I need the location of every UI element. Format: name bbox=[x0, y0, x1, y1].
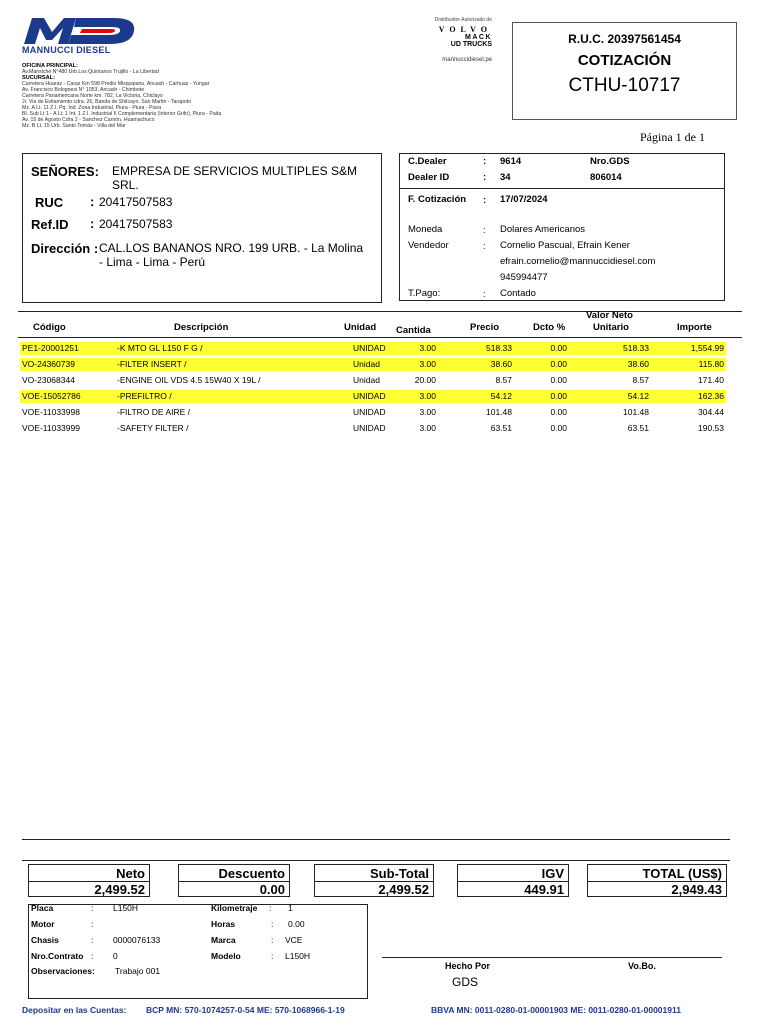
colon: : bbox=[483, 195, 487, 206]
colon: : bbox=[91, 935, 94, 945]
tpago-value: Contado bbox=[500, 288, 536, 299]
motor-label: Motor bbox=[31, 919, 55, 929]
table-row bbox=[20, 406, 726, 419]
cell-valor: 8.57 bbox=[632, 375, 649, 385]
footer-depositar: Depositar en las Cuentas: bbox=[22, 1005, 127, 1015]
colon: : bbox=[483, 225, 486, 236]
descuento-label: Descuento bbox=[218, 866, 285, 881]
office-address: Bl. Sub Lt 1 - A Lt. 1 Int. 1 Z.I. Industrial II Complementaria (Interior Grifo), Piura - Paita bbox=[22, 111, 222, 117]
senores-label: SEÑORES: bbox=[31, 164, 99, 179]
client-ruc: 20417507583 bbox=[99, 195, 173, 209]
col-codigo: Código bbox=[33, 322, 66, 333]
cell-codigo: VOE-15052786 bbox=[22, 391, 81, 401]
total-value: 2,949.43 bbox=[671, 882, 722, 897]
col-descripcion: Descripción bbox=[174, 322, 229, 333]
col-cantida: Cantida bbox=[396, 325, 431, 336]
website: mannuccidiesel.pe bbox=[442, 57, 492, 63]
page-indicator: Página 1 de 1 bbox=[640, 130, 705, 144]
ruc-box bbox=[512, 22, 737, 120]
totals-top-line bbox=[22, 839, 730, 840]
cell-unidad: UNIDAD bbox=[353, 391, 386, 401]
km-label: Kilometraje bbox=[211, 903, 258, 913]
nrogds-label: Nro.GDS bbox=[590, 156, 630, 167]
dealerid-label: Dealer ID bbox=[408, 172, 450, 183]
total-descuento bbox=[178, 864, 290, 897]
direccion-label: Dirección : bbox=[31, 241, 99, 256]
cell-codigo: PE1-20001251 bbox=[22, 343, 79, 353]
table-row bbox=[20, 374, 726, 387]
brand-ud-trucks: UD TRUCKS bbox=[450, 41, 492, 48]
horas-value: 0.00 bbox=[288, 919, 305, 929]
cdealer-value: 9614 bbox=[500, 156, 522, 167]
cell-importe: 190.53 bbox=[698, 423, 724, 433]
document-number: CTHU-10717 bbox=[568, 75, 681, 96]
cell-dcto: 0.00 bbox=[550, 407, 567, 417]
ruc-number: R.U.C. 20397561454 bbox=[568, 32, 681, 46]
modelo-value: L150H bbox=[285, 951, 311, 961]
cell-cantidad: 3.00 bbox=[419, 359, 436, 369]
km-value: 1 bbox=[288, 903, 293, 913]
fcot-value: 17/07/2024 bbox=[500, 194, 548, 205]
total-igv bbox=[457, 864, 569, 897]
cell-precio: 518.33 bbox=[486, 343, 512, 353]
client-direccion: CAL.LOS BANANOS NRO. 199 URB. - La Molina - Lima - Lima - Perú bbox=[99, 241, 364, 269]
neto-label: Neto bbox=[116, 866, 145, 881]
cell-precio: 38.60 bbox=[490, 359, 512, 369]
office-address: Jr. Via de Evitamiento cdra. 26, Banda de Shilcayo, San Martin - Tarapoto bbox=[22, 99, 192, 105]
cell-unidad: UNIDAD bbox=[353, 407, 386, 417]
cell-unidad: Unidad bbox=[353, 359, 380, 369]
col-precio: Precio bbox=[470, 322, 500, 333]
moneda-value: Dolares Americanos bbox=[500, 224, 586, 235]
table-row bbox=[20, 342, 726, 355]
office-address: Mz. B Lt. 15 Urb. Santo Tomás - Villa del Mar bbox=[22, 123, 126, 129]
cell-descripcion: -FILTER INSERT / bbox=[117, 359, 187, 369]
cell-codigo: VO-24360739 bbox=[22, 359, 75, 369]
nrogds-value: 806014 bbox=[590, 172, 622, 183]
cell-valor: 54.12 bbox=[627, 391, 649, 401]
signature-line bbox=[382, 957, 722, 958]
offices-list bbox=[22, 63, 382, 129]
cell-importe: 115.80 bbox=[698, 359, 724, 369]
distributor-label: Distribuidor Autorizado de bbox=[434, 17, 492, 23]
colon: : bbox=[271, 951, 274, 961]
cell-precio: 101.48 bbox=[486, 407, 512, 417]
client-refid: 20417507583 bbox=[99, 217, 173, 231]
contrato-label: Nro.Contrato bbox=[31, 951, 84, 961]
cell-importe: 304.44 bbox=[698, 407, 724, 417]
subtotal-value: 2,499.52 bbox=[378, 882, 429, 897]
brand-volvo: VOLVO bbox=[438, 25, 492, 34]
obs-label: Observaciones: bbox=[31, 966, 95, 976]
document-type: COTIZACIÓN bbox=[577, 52, 672, 69]
igv-label: IGV bbox=[541, 866, 564, 881]
cell-dcto: 0.00 bbox=[550, 375, 567, 385]
vobo-label: Vo.Bo. bbox=[628, 961, 656, 971]
cell-unidad: Unidad bbox=[353, 375, 380, 385]
table-header-line bbox=[18, 337, 742, 338]
cell-importe: 171.40 bbox=[698, 375, 724, 385]
cell-importe: 162.36 bbox=[698, 391, 724, 401]
logo-text: MANNUCCI DIESEL bbox=[22, 45, 111, 55]
vendedor-value: Cornelio Pascual, Efrain Kener bbox=[500, 240, 630, 251]
refid-colon: : bbox=[90, 216, 95, 231]
table-top-line bbox=[18, 311, 742, 312]
dealer-divider bbox=[400, 188, 724, 189]
cdealer-label: C.Dealer bbox=[408, 156, 447, 167]
total-general bbox=[587, 864, 727, 897]
cell-descripcion: -PREFILTRO / bbox=[117, 391, 172, 401]
chasis-label: Chasis bbox=[31, 935, 59, 945]
modelo-label: Modelo bbox=[211, 951, 241, 961]
colon: : bbox=[91, 903, 94, 913]
vendedor-email: efrain.cornelio@mannuccidiesel.com bbox=[500, 256, 656, 267]
total-neto bbox=[28, 864, 150, 897]
igv-value: 449.91 bbox=[524, 882, 564, 897]
cell-cantidad: 3.00 bbox=[419, 407, 436, 417]
neto-value: 2,499.52 bbox=[94, 882, 145, 897]
dealerid-value: 34 bbox=[500, 172, 511, 183]
office-address: Av.Mansiche N°480 Urb.Los Quintanos Trujillo - La Libertad bbox=[22, 69, 159, 75]
cell-dcto: 0.00 bbox=[550, 423, 567, 433]
cell-codigo: VOE-11033998 bbox=[22, 407, 80, 417]
table-row bbox=[20, 422, 726, 435]
office-address: Carretera Huaraz - Caraz Km 598 Predio Misquipanu, Ancash - Carhuaz - Yungar bbox=[22, 81, 210, 87]
col-importe: Importe bbox=[677, 322, 712, 333]
moneda-label: Moneda bbox=[408, 224, 443, 235]
ruc-label: RUC bbox=[35, 195, 64, 210]
cell-unidad: UNIDAD bbox=[353, 343, 386, 353]
cell-valor: 38.60 bbox=[627, 359, 649, 369]
col-valor-neto: Valor Neto bbox=[586, 310, 633, 321]
office-address: Carretera Panamericana Norte km. 782, La Victoria, Chiclayo bbox=[22, 93, 163, 99]
colon: : bbox=[271, 935, 274, 945]
hecho-por-label: Hecho Por bbox=[445, 961, 491, 971]
cell-precio: 63.51 bbox=[490, 423, 512, 433]
col-unidad: Unidad bbox=[344, 322, 377, 333]
colon: : bbox=[483, 289, 486, 300]
footer-bcp: BCP MN: 570-1074257-0-54 ME: 570-1068966-1-19 bbox=[146, 1005, 345, 1015]
cell-importe: 1,554.99 bbox=[690, 343, 724, 353]
client-name: EMPRESA DE SERVICIOS MULTIPLES S&M SRL. bbox=[112, 164, 357, 192]
colon: : bbox=[91, 919, 94, 929]
refid-label: Ref.ID bbox=[31, 217, 69, 232]
cell-cantidad: 3.00 bbox=[419, 423, 436, 433]
dealer-box bbox=[399, 153, 725, 301]
office-address: Av. Francisco Bolognesi N° 1053, Ancash - Chimbote bbox=[22, 87, 145, 93]
office-heading: SUCURSAL: bbox=[22, 75, 55, 81]
colon: : bbox=[269, 903, 272, 913]
fcot-label: F. Cotización bbox=[408, 194, 467, 205]
ruc-colon: : bbox=[90, 194, 95, 209]
chasis-value: 0000076133 bbox=[113, 935, 161, 945]
cell-codigo: VOE-11033999 bbox=[22, 423, 80, 433]
brand-mack: MACK bbox=[465, 34, 492, 41]
distributor-brands bbox=[398, 17, 492, 63]
colon: : bbox=[91, 951, 94, 961]
subtotal-label: Sub-Total bbox=[370, 866, 429, 881]
table-row bbox=[20, 358, 726, 371]
contrato-value: 0 bbox=[113, 951, 118, 961]
cell-codigo: VO-23068344 bbox=[22, 375, 75, 385]
office-address: Av. 15 de Agosto Cdra 2 - Sanchez Carrión, Huamachuco bbox=[22, 117, 155, 123]
cell-valor: 518.33 bbox=[623, 343, 649, 353]
colon: : bbox=[271, 919, 274, 929]
placa-value: L150H bbox=[113, 903, 139, 913]
mannucci-diesel-logo bbox=[22, 16, 138, 46]
vehicle-info-box bbox=[28, 904, 368, 999]
cell-valor: 101.48 bbox=[623, 407, 649, 417]
col-unitario: Unitario bbox=[593, 322, 629, 333]
table-row bbox=[20, 390, 726, 403]
totals-second-line bbox=[22, 860, 730, 861]
cell-cantidad: 3.00 bbox=[419, 343, 436, 353]
cell-valor: 63.51 bbox=[627, 423, 649, 433]
cell-cantidad: 20.00 bbox=[414, 375, 436, 385]
total-subtotal bbox=[314, 864, 434, 897]
tpago-label: T.Pago: bbox=[408, 288, 441, 299]
vendedor-label: Vendedor bbox=[408, 240, 449, 251]
colon: : bbox=[483, 172, 487, 183]
obs-value: Trabajo 001 bbox=[115, 966, 161, 976]
cell-dcto: 0.00 bbox=[550, 343, 567, 353]
colon: : bbox=[483, 241, 486, 252]
client-box bbox=[22, 153, 382, 303]
colon: : bbox=[483, 156, 487, 167]
cell-unidad: UNIDAD bbox=[353, 423, 386, 433]
cell-precio: 8.57 bbox=[495, 375, 512, 385]
office-address: Mz. A Lt. 11 Z.I. Pq. Ind. Zona Industrial, Piura - Piura - Piura bbox=[22, 105, 162, 111]
vendedor-phone: 945994477 bbox=[500, 272, 548, 283]
descuento-value: 0.00 bbox=[259, 882, 285, 897]
horas-label: Horas bbox=[211, 919, 236, 929]
footer-bbva: BBVA MN: 0011-0280-01-00001903 ME: 0011-0280-01-00001911 bbox=[431, 1005, 681, 1015]
office-heading: OFICINA PRINCIPAL: bbox=[22, 63, 78, 69]
marca-value: VCE bbox=[285, 935, 303, 945]
hecho-por-value: GDS bbox=[452, 975, 479, 989]
cell-dcto: 0.00 bbox=[550, 391, 567, 401]
cell-descripcion: -ENGINE OIL VDS 4.5 15W40 X 19L / bbox=[117, 375, 261, 385]
cell-descripcion: -FILTRO DE AIRE / bbox=[117, 407, 191, 417]
cell-dcto: 0.00 bbox=[550, 359, 567, 369]
cell-descripcion: -SAFETY FILTER / bbox=[117, 423, 189, 433]
marca-label: Marca bbox=[211, 935, 236, 945]
placa-label: Placa bbox=[31, 903, 54, 913]
cell-descripcion: -K MTO GL L150 F G / bbox=[117, 343, 203, 353]
cell-precio: 54.12 bbox=[490, 391, 512, 401]
cell-cantidad: 3.00 bbox=[419, 391, 436, 401]
col-dcto: Dcto % bbox=[533, 322, 566, 333]
total-label: TOTAL (US$) bbox=[642, 866, 722, 881]
